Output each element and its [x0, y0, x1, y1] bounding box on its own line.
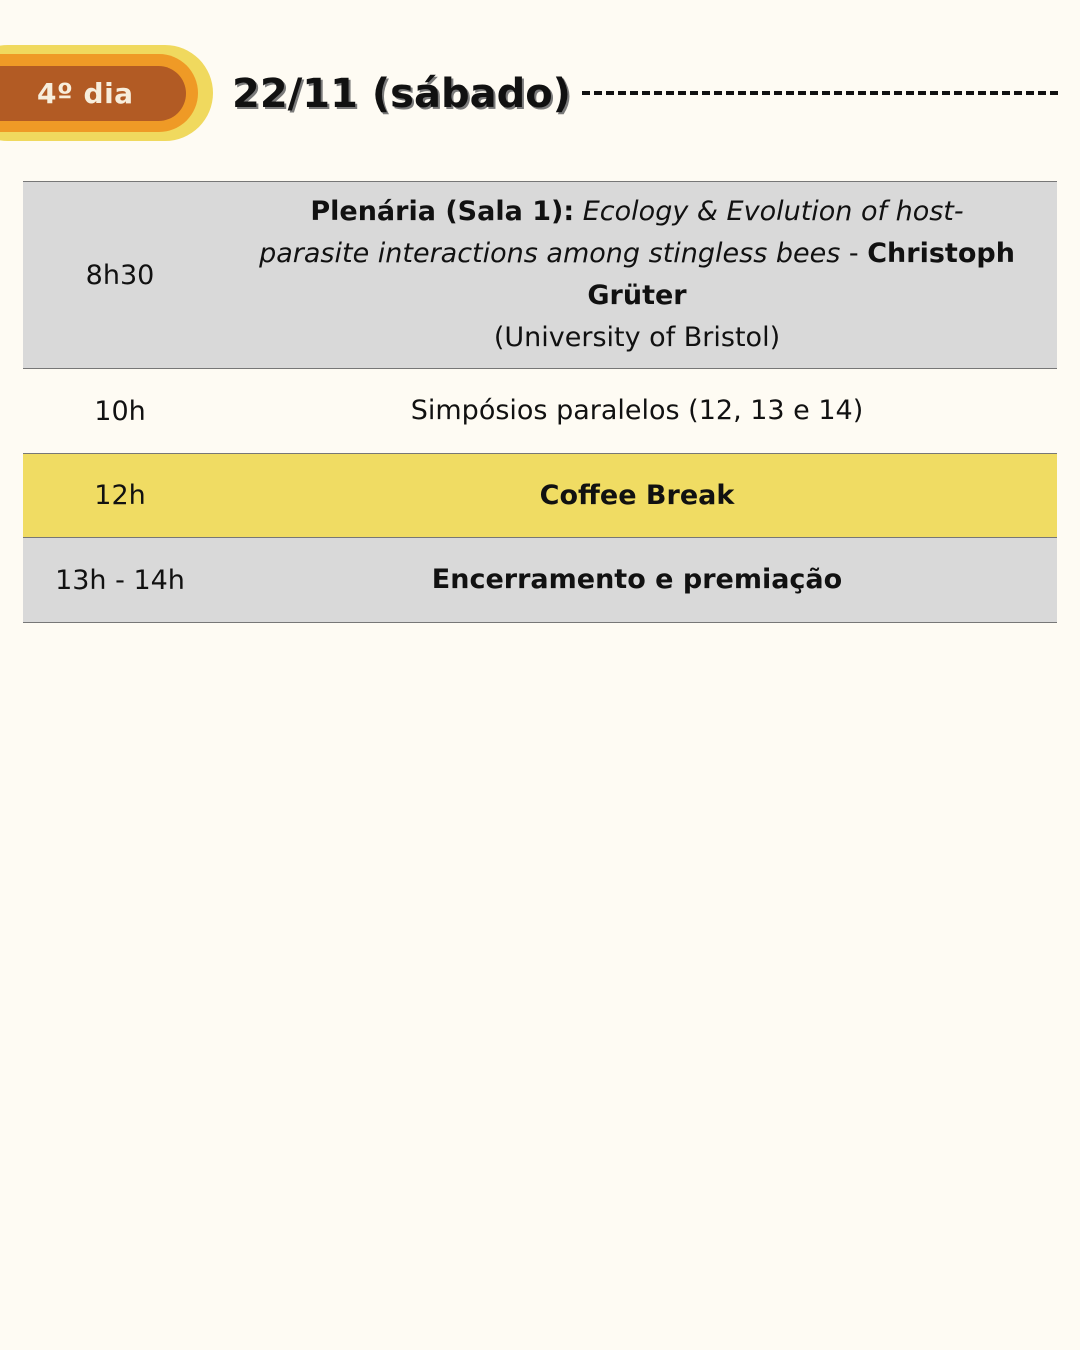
dashed-divider: [582, 91, 1058, 95]
speaker-name: Christoph Grüter: [587, 238, 1015, 311]
schedule-row: [23, 182, 1057, 369]
schedule-description: [217, 191, 1057, 359]
schedule-time: 10h: [94, 395, 146, 427]
speaker-affiliation: (University of Bristol): [493, 322, 781, 353]
schedule-time: 12h: [94, 480, 146, 511]
schedule-description: Simpósios paralelos (12, 13 e 14): [410, 395, 864, 426]
schedule-time: 8h30: [85, 259, 155, 291]
schedule-description: Coffee Break: [539, 479, 735, 511]
schedule-row: [23, 454, 1057, 538]
date-title: 22/11 (sábado): [232, 71, 571, 117]
talk-title: Ecology & Evolution of host-parasite interactions among stingless bees: [259, 196, 964, 269]
day-badge-label: 4º dia: [37, 77, 134, 110]
schedule-table: [23, 181, 1057, 623]
schedule-time: 13h - 14h: [55, 564, 185, 596]
plenary-label: Plenária (Sala 1):: [310, 196, 575, 227]
schedule-row: [23, 369, 1057, 454]
speaker-separator: -: [848, 238, 859, 269]
schedule-row: [23, 538, 1057, 623]
schedule-description: Encerramento e premiação: [431, 564, 843, 595]
